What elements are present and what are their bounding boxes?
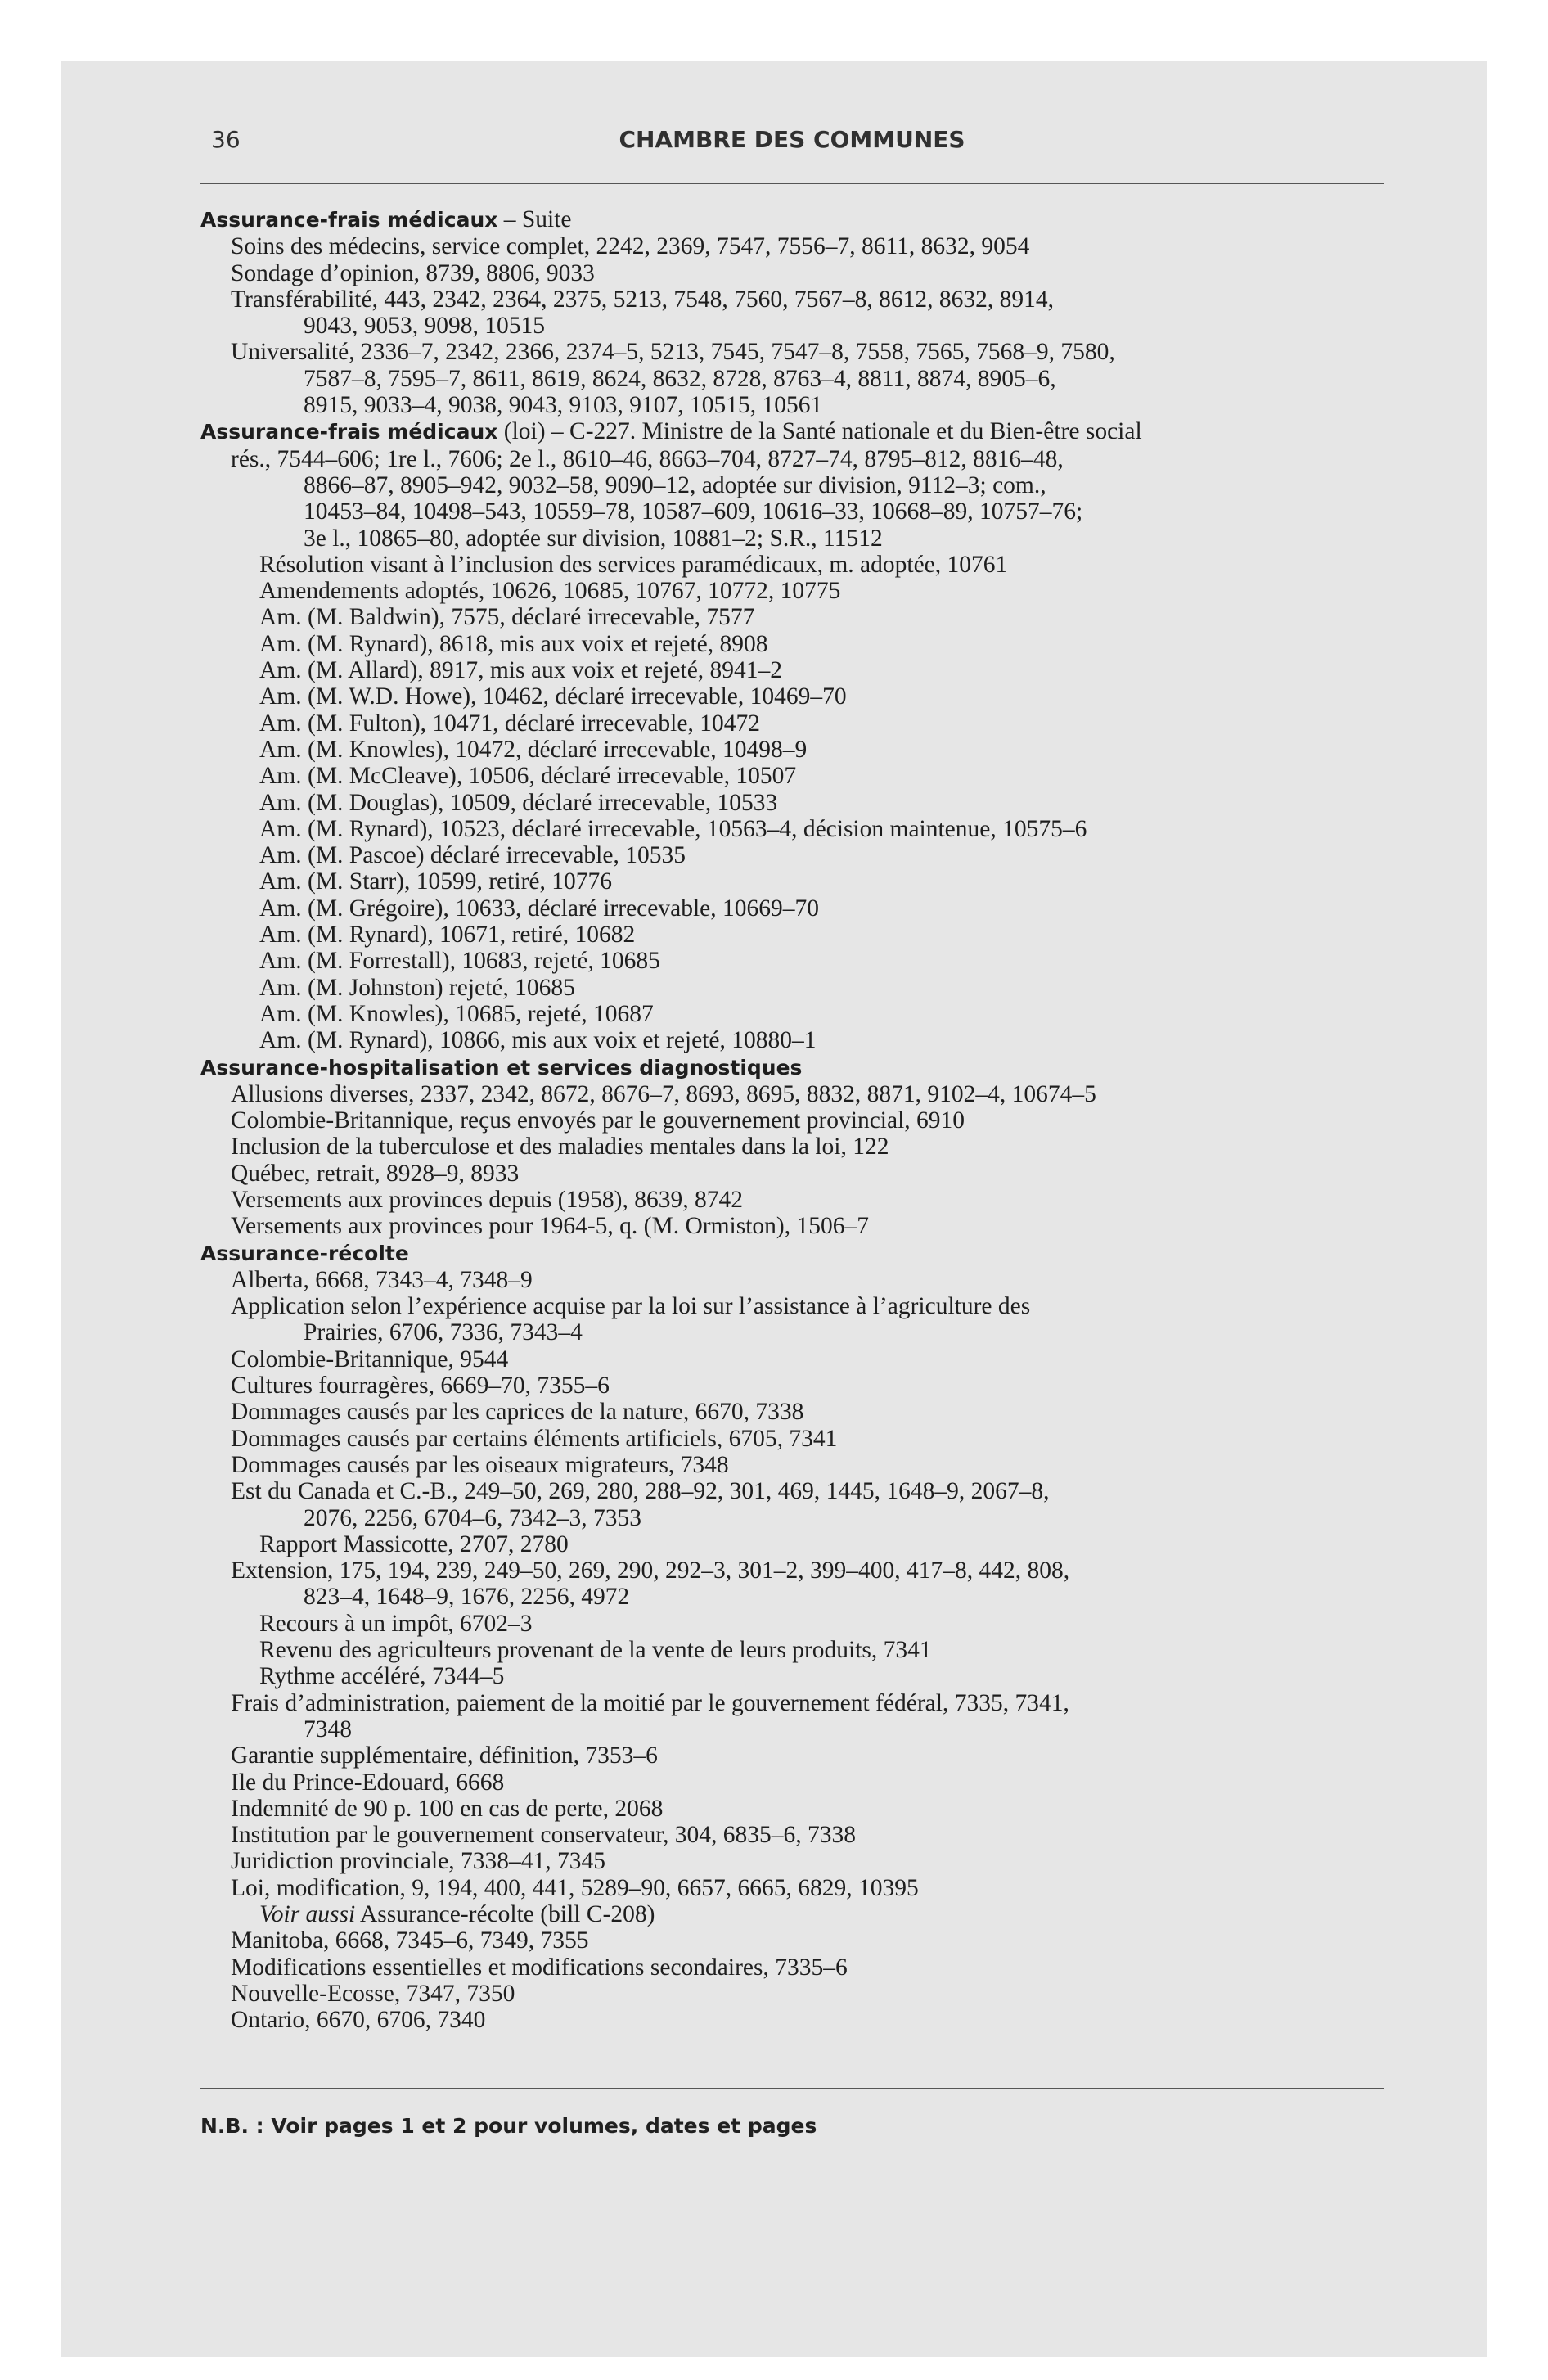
- index-entry: [200, 1716, 1403, 1742]
- entry-text: Am. (M. Baldwin), 7575, déclaré irrecevable, 7577: [259, 604, 755, 631]
- page-number: 36: [211, 126, 241, 153]
- entry-text: Am. (M. Starr), 10599, retiré, 10776: [259, 868, 612, 895]
- entry-text: Dommages causés par les oiseaux migrateurs, 7348: [231, 1451, 729, 1478]
- header-divider: [200, 183, 1384, 184]
- entry-text: Assurance-récolte (bill C-208): [355, 1901, 655, 1927]
- index-entry: [200, 1742, 1403, 1769]
- index-entry: [200, 868, 1403, 895]
- index-entry: [200, 552, 1403, 578]
- entry-text: Am. (M. W.D. Howe), 10462, déclaré irrecevable, 10469–70: [259, 683, 847, 710]
- index-entry: [200, 1081, 1403, 1107]
- entry-text: Versements aux provinces pour 1964-5, q. (M. Ormiston), 1506–7: [231, 1213, 869, 1240]
- index-entry: [200, 1346, 1403, 1373]
- index-entry: [200, 233, 1403, 259]
- index-entries: [200, 206, 1403, 2033]
- entry-text: Dommages causés par les caprices de la nature, 6670, 7338: [231, 1399, 804, 1426]
- entry-text: Colombie-Britannique, 9544: [231, 1346, 509, 1373]
- entry-text: Am. (M. Pascoe) déclaré irrecevable, 10535: [259, 842, 686, 869]
- index-entry: [200, 763, 1403, 789]
- index-entry: [200, 525, 1403, 552]
- footer-divider: [200, 2088, 1384, 2089]
- entry-text: Colombie-Britannique, reçus envoyés par le gouvernement provincial, 6910: [231, 1107, 965, 1134]
- index-entry: [200, 1027, 1403, 1053]
- index-entry: [200, 1452, 1403, 1478]
- entry-text: 8866–87, 8905–942, 9032–58, 9090–12, adoptée sur division, 9112–3; com.,: [304, 471, 1046, 498]
- entry-heading: Assurance-frais médicaux: [200, 420, 498, 444]
- index-entry: [200, 392, 1403, 418]
- entry-text: (loi) – C-227. Ministre de la Santé nationale et du Bien-être social: [497, 418, 1142, 445]
- index-entry: [200, 339, 1403, 365]
- entry-text: Rythme accéléré, 7344–5: [259, 1663, 505, 1690]
- index-entry: [200, 1981, 1403, 2007]
- entry-text: 7587–8, 7595–7, 8611, 8619, 8624, 8632, 8728, 8763–4, 8811, 8874, 8905–6,: [304, 365, 1056, 392]
- index-entry: [200, 260, 1403, 286]
- entry-text: Prairies, 6706, 7336, 7343–4: [304, 1319, 583, 1346]
- index-entry: [200, 1848, 1403, 1874]
- entry-text: Ontario, 6670, 6706, 7340: [231, 2007, 486, 2034]
- index-entry: [200, 286, 1403, 313]
- index-entry: [200, 710, 1403, 737]
- index-entry: [200, 842, 1403, 868]
- index-entry: [200, 975, 1403, 1001]
- entry-text: 2076, 2256, 6704–6, 7342–3, 7353: [304, 1504, 641, 1531]
- entry-text: Am. (M. Knowles), 10685, rejeté, 10687: [259, 1000, 654, 1027]
- index-entry: [200, 790, 1403, 816]
- entry-text: 9043, 9053, 9098, 10515: [304, 313, 545, 340]
- entry-text: Application selon l’expérience acquise par la loi sur l’assistance à l’agriculture des: [231, 1293, 1031, 1320]
- entry-text: Am. (M. Fulton), 10471, déclaré irrecevable, 10472: [259, 710, 760, 737]
- entry-text: Inclusion de la tuberculose et des maladies mentales dans la loi, 122: [231, 1134, 889, 1161]
- entry-text: Allusions diverses, 2337, 2342, 8672, 8676–7, 8693, 8695, 8832, 8871, 9102–4, 10674–5: [231, 1080, 1096, 1107]
- entry-text: Universalité, 2336–7, 2342, 2366, 2374–5, 5213, 7545, 7547–8, 7558, 7565, 7568–9, 7580,: [231, 339, 1115, 366]
- entry-text: Am. (M. McCleave), 10506, déclaré irrecevable, 10507: [259, 763, 797, 790]
- entry-text: Am. (M. Johnston) rejeté, 10685: [259, 974, 575, 1001]
- entry-text: Soins des médecins, service complet, 2242, 2369, 7547, 7556–7, 8611, 8632, 9054: [231, 233, 1030, 260]
- entry-text: Amendements adoptés, 10626, 10685, 10767, 10772, 10775: [259, 578, 841, 605]
- index-heading-entry: [200, 206, 1403, 233]
- index-entry: [200, 631, 1403, 657]
- entry-text: Am. (M. Forrestall), 10683, rejeté, 10685: [259, 948, 660, 975]
- entry-text: Modifications essentielles et modifications secondaires, 7335–6: [231, 1954, 848, 1981]
- index-entry: [200, 1611, 1403, 1637]
- entry-text: – Suite: [497, 206, 572, 232]
- entry-text: Versements aux provinces depuis (1958), 8639, 8742: [231, 1186, 743, 1213]
- entry-text: Est du Canada et C.-B., 249–50, 269, 280, 288–92, 301, 469, 1445, 1648–9, 2067–8,: [231, 1478, 1050, 1505]
- entry-text: Indemnité de 90 p. 100 en cas de perte, 2068: [231, 1795, 664, 1822]
- index-entry: [200, 1293, 1403, 1319]
- page-sheet: [61, 61, 1487, 2357]
- index-entry: [200, 895, 1403, 922]
- entry-text: Loi, modification, 9, 194, 400, 441, 5289–90, 6657, 6665, 6829, 10395: [231, 1874, 919, 1901]
- entry-text: Résolution visant à l’inclusion des services paramédicaux, m. adoptée, 10761: [259, 551, 1008, 578]
- entry-text: Am. (M. Rynard), 10523, déclaré irrecevable, 10563–4, décision maintenue, 10575–6: [259, 815, 1087, 842]
- entry-text: 8915, 9033–4, 9038, 9043, 9103, 9107, 10515, 10561: [304, 392, 823, 419]
- entry-text: 823–4, 1648–9, 1676, 2256, 4972: [304, 1584, 630, 1611]
- entry-text: Manitoba, 6668, 7345–6, 7349, 7355: [231, 1927, 589, 1954]
- index-entry: [200, 1426, 1403, 1452]
- index-entry: [200, 1001, 1403, 1027]
- index-entry: [200, 1107, 1403, 1134]
- entry-text: Recours à un impôt, 6702–3: [259, 1610, 533, 1637]
- entry-text: rés., 7544–606; 1re l., 7606; 2e l., 8610–46, 8663–704, 8727–74, 8795–812, 8816–48,: [231, 445, 1064, 472]
- index-entry: [200, 1927, 1403, 1954]
- index-entry: [200, 1769, 1403, 1796]
- entry-text: Am. (M. Knowles), 10472, déclaré irrecevable, 10498–9: [259, 736, 808, 763]
- index-entry: [200, 816, 1403, 842]
- entry-text: Dommages causés par certains éléments artificiels, 6705, 7341: [231, 1425, 838, 1452]
- index-entry: [200, 683, 1403, 710]
- entry-text: Alberta, 6668, 7343–4, 7348–9: [231, 1266, 533, 1293]
- entry-text: Garantie supplémentaire, définition, 7353–6: [231, 1742, 658, 1769]
- index-entry: [200, 604, 1403, 630]
- entry-text: Am. (M. Rynard), 10671, retiré, 10682: [259, 922, 636, 949]
- index-entry: [200, 1875, 1403, 1901]
- index-entry: [200, 1557, 1403, 1584]
- index-entry: [200, 2007, 1403, 2033]
- index-entry: [200, 1822, 1403, 1848]
- entry-text: Rapport Massicotte, 2707, 2780: [259, 1530, 569, 1557]
- page-header: [200, 126, 1384, 172]
- entry-text: Am. (M. Grégoire), 10633, déclaré irrecevable, 10669–70: [259, 895, 819, 922]
- index-entry: [200, 1584, 1403, 1610]
- entry-text: Extension, 175, 194, 239, 249–50, 269, 290, 292–3, 301–2, 399–400, 417–8, 442, 808,: [231, 1557, 1070, 1584]
- index-entry: [200, 1901, 1403, 1927]
- index-entry: [200, 1478, 1403, 1504]
- index-entry: [200, 446, 1403, 472]
- entry-heading: Assurance-récolte: [200, 1241, 409, 1265]
- index-entry: [200, 1796, 1403, 1822]
- entry-text: 7348: [304, 1715, 352, 1742]
- cross-reference-label: Voir aussi: [259, 1901, 356, 1927]
- index-entry: [200, 1161, 1403, 1187]
- index-entry: [200, 1187, 1403, 1213]
- entry-heading: Assurance-hospitalisation et services diagnostiques: [200, 1055, 803, 1080]
- index-entry: [200, 366, 1403, 392]
- entry-text: Québec, retrait, 8928–9, 8933: [231, 1160, 520, 1187]
- entry-text: Am. (M. Rynard), 10866, mis aux voix et rejeté, 10880–1: [259, 1027, 817, 1054]
- index-entry: [200, 1213, 1403, 1239]
- entry-text: Frais d’administration, paiement de la moitié par le gouvernement fédéral, 7335, 7341,: [231, 1689, 1069, 1716]
- entry-text: Nouvelle-Ecosse, 7347, 7350: [231, 1980, 515, 2007]
- index-entry: [200, 1690, 1403, 1716]
- footer-note: N.B. : Voir pages 1 et 2 pour volumes, dates et pages: [200, 2114, 817, 2138]
- index-entry: [200, 1531, 1403, 1557]
- entry-text: Revenu des agriculteurs provenant de la vente de leurs produits, 7341: [259, 1637, 932, 1664]
- entry-text: Am. (M. Allard), 8917, mis aux voix et rejeté, 8941–2: [259, 657, 783, 684]
- index-entry: [200, 1134, 1403, 1160]
- index-entry: [200, 1267, 1403, 1293]
- index-entry: [200, 657, 1403, 683]
- index-entry: [200, 737, 1403, 763]
- index-entry: [200, 922, 1403, 948]
- index-entry: [200, 578, 1403, 604]
- index-entry: [200, 1637, 1403, 1663]
- index-entry: [200, 1373, 1403, 1399]
- entry-text: Sondage d’opinion, 8739, 8806, 9033: [231, 259, 595, 286]
- index-entry: [200, 1399, 1403, 1425]
- entry-text: Juridiction provinciale, 7338–41, 7345: [231, 1848, 605, 1875]
- entry-text: Ile du Prince-Edouard, 6668: [231, 1769, 505, 1796]
- index-heading-entry: [200, 1054, 1403, 1081]
- entry-text: Am. (M. Rynard), 8618, mis aux voix et rejeté, 8908: [259, 630, 768, 657]
- index-entry: [200, 1319, 1403, 1346]
- index-heading-entry: [200, 1240, 1403, 1267]
- index-entry: [200, 498, 1403, 525]
- index-heading-entry: [200, 418, 1403, 445]
- index-entry: [200, 948, 1403, 974]
- index-entry: [200, 1954, 1403, 1981]
- index-entry: [200, 313, 1403, 339]
- entry-text: 10453–84, 10498–543, 10559–78, 10587–609, 10616–33, 10668–89, 10757–76;: [304, 498, 1083, 525]
- index-entry: [200, 1505, 1403, 1531]
- entry-text: Institution par le gouvernement conservateur, 304, 6835–6, 7338: [231, 1822, 857, 1849]
- entry-text: 3e l., 10865–80, adoptée sur division, 10881–2; S.R., 11512: [304, 525, 883, 552]
- index-entry: [200, 1663, 1403, 1689]
- entry-heading: Assurance-frais médicaux: [200, 208, 498, 232]
- entry-text: Cultures fourragères, 6669–70, 7355–6: [231, 1373, 610, 1400]
- page-title: CHAMBRE DES COMMUNES: [619, 126, 965, 153]
- entry-text: Am. (M. Douglas), 10509, déclaré irrecevable, 10533: [259, 789, 778, 816]
- index-entry: [200, 472, 1403, 498]
- entry-text: Transférabilité, 443, 2342, 2364, 2375, 5213, 7548, 7560, 7567–8, 8612, 8632, 8914,: [231, 286, 1054, 313]
